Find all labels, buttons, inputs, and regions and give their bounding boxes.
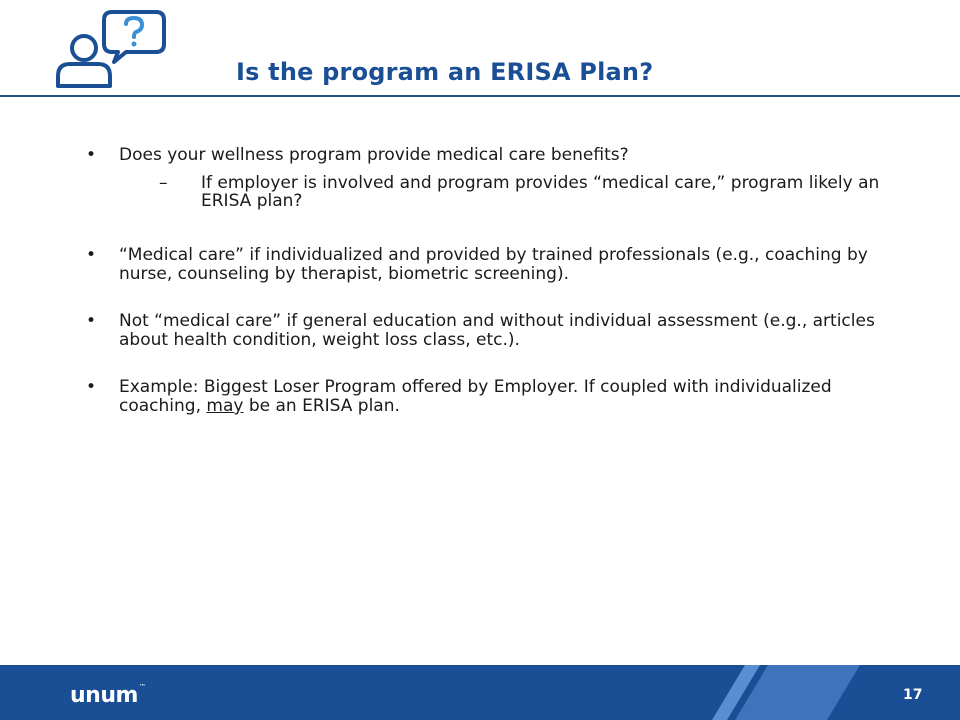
bullet-text: Does your wellness program provide medical care benefits? xyxy=(119,145,629,165)
sub-bullet-employer-involved xyxy=(159,174,886,210)
bullet-text: “Medical care” if individualized and provided by trained professionals (e.g., coaching by nurse, counseling by therapist, biometric screening). xyxy=(119,245,868,284)
page-number: 17 xyxy=(903,687,923,703)
bullet-item-example xyxy=(86,378,886,416)
sub-bullet-marker: – xyxy=(159,173,168,193)
underlined-word: may xyxy=(206,396,244,416)
bullet-item-individualized xyxy=(86,246,886,284)
title-divider xyxy=(0,95,960,97)
bullet-item-general-education xyxy=(86,312,886,350)
bullet-marker: • xyxy=(86,245,97,265)
unum-logo: unum™ xyxy=(70,683,146,708)
sub-bullet-text: If employer is involved and program provides “medical care,” program likely an ERISA plan? xyxy=(201,173,880,211)
bullet-item-medical-care-benefits xyxy=(86,146,886,210)
user-question-icon xyxy=(52,6,170,92)
bullet-text-before: Example: Biggest Loser Program offered by Employer. If coupled with individualized coaching, xyxy=(119,377,832,416)
footer-bar xyxy=(0,665,960,720)
bullet-marker: • xyxy=(86,311,97,331)
slide-title: Is the program an ERISA Plan? xyxy=(236,58,654,86)
bullet-text-after: be an ERISA plan. xyxy=(243,396,400,416)
bullet-text: Not “medical care” if general education and without individual assessment (e.g., articles about health condition, weight loss class, etc.). xyxy=(119,311,875,350)
bullet-list xyxy=(86,146,886,444)
bullet-marker: • xyxy=(86,145,97,165)
bullet-marker: • xyxy=(86,377,97,397)
